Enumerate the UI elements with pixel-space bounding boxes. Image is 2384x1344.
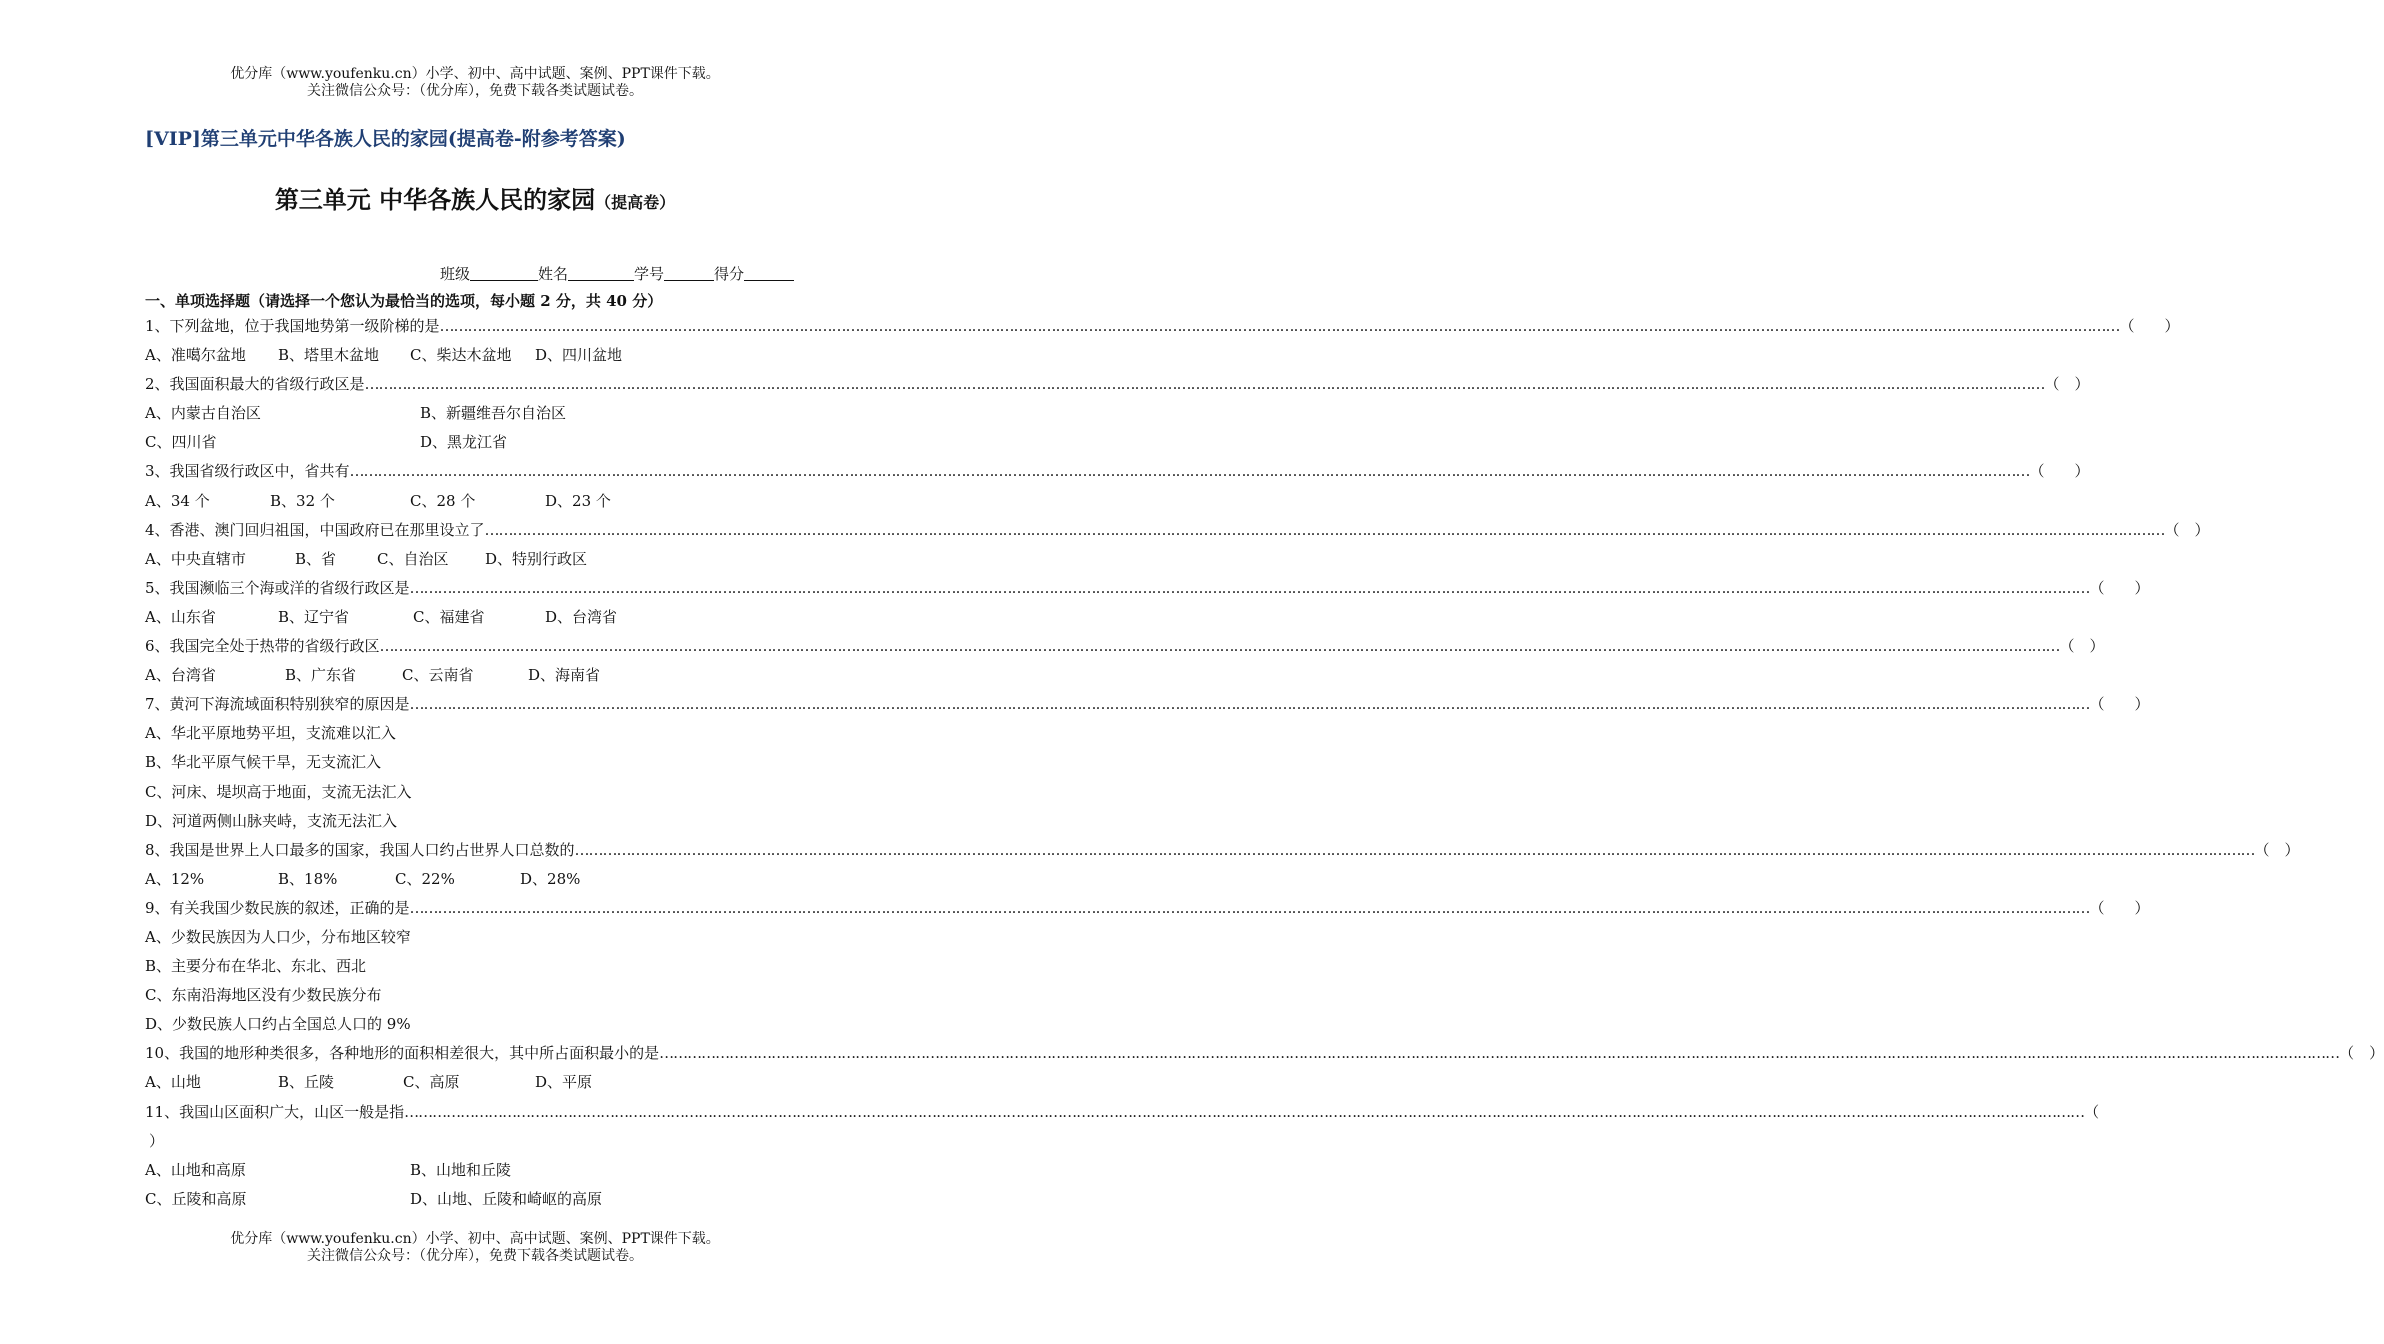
option-row: [145, 399, 810, 428]
answer-bracket[interactable]: （ ）: [2089, 695, 2150, 714]
title-sub: （提高卷）: [595, 193, 676, 212]
option-d[interactable]: D、台湾省: [545, 607, 618, 626]
question-text: 1、下列盆地，位于我国地势第一级阶梯的是: [145, 317, 440, 335]
option-row: [145, 661, 810, 690]
question-text: 10、我国的地形种类很多，各种地形的面积相差很大，其中所占面积最小的是: [145, 1044, 660, 1063]
option-row: [145, 603, 810, 632]
answer-bracket[interactable]: （ ）: [2089, 898, 2150, 917]
answer-bracket[interactable]: （ ）: [2089, 578, 2150, 597]
option-b[interactable]: B、18%: [278, 869, 338, 888]
option-c[interactable]: C、22%: [395, 869, 455, 888]
option-a[interactable]: A、12%: [145, 869, 205, 888]
option-b[interactable]: B、塔里木盆地: [278, 346, 380, 365]
option-b[interactable]: B、山地和丘陵: [410, 1160, 512, 1179]
option-a[interactable]: A、34 个: [145, 491, 210, 510]
option-b[interactable]: B、主要分布在华北、东北、西北: [145, 957, 367, 976]
option-c[interactable]: C、柴达木盆地: [410, 346, 512, 365]
option-a[interactable]: A、山地: [145, 1073, 201, 1092]
leader-dots: ………………………………………………………………………………………………………………………………………………………………………………………………………………………………………………………………………………………………………………………………: [409, 898, 2090, 917]
option-row: [145, 487, 810, 516]
question-stem: [145, 690, 2150, 719]
option-c[interactable]: C、自治区: [377, 549, 449, 568]
question-stem: [145, 1098, 2100, 1127]
leader-dots: ………………………………………………………………………………………………………………………………………………………………………………………………………………………………………………………………………………………………………………………………: [659, 1044, 2340, 1063]
question-text: 3、我国省级行政区中，省共有: [145, 462, 350, 481]
option-a[interactable]: A、准噶尔盆地: [145, 346, 246, 365]
question-stem: [145, 457, 2090, 486]
answer-bracket[interactable]: （ ）: [2059, 637, 2105, 656]
question-stem: [145, 312, 2180, 341]
answer-bracket-close: ）: [149, 1131, 165, 1150]
question-stem: [145, 894, 2150, 923]
leader-dots: ………………………………………………………………………………………………………………………………………………………………………………………………………………………………………………………………………………………………………………………………: [349, 462, 2030, 481]
option-d[interactable]: D、平原: [535, 1073, 593, 1092]
option-a[interactable]: A、少数民族因为人口少，分布地区较窄: [145, 927, 411, 946]
answer-bracket[interactable]: （: [2084, 1102, 2100, 1121]
option-c[interactable]: C、丘陵和高原: [145, 1189, 247, 1208]
question-stem: [145, 632, 2105, 661]
option-c[interactable]: C、福建省: [413, 607, 485, 626]
option-c[interactable]: C、东南沿海地区没有少数民族分布: [145, 986, 382, 1005]
question-text: 4、香港、澳门回归祖国，中国政府已在那里设立了: [145, 520, 485, 539]
question-text: 6、我国完全处于热带的省级行政区: [145, 637, 380, 656]
option-d[interactable]: D、四川盆地: [535, 346, 623, 365]
number-blank[interactable]: [664, 266, 714, 281]
option-d[interactable]: D、23 个: [545, 491, 611, 510]
option-b[interactable]: B、32 个: [270, 491, 335, 510]
leader-dots: ………………………………………………………………………………………………………………………………………………………………………………………………………………………………………………………………………………………………………………………………: [409, 578, 2090, 597]
answer-bracket[interactable]: （ ）: [2029, 462, 2090, 481]
question-stem: [145, 516, 2210, 545]
header-line-1: 优分库（www.youfenku.cn）小学、初中、高中试题、案例、PPT课件下载。: [230, 66, 720, 82]
option-c[interactable]: C、云南省: [402, 666, 474, 685]
option-c[interactable]: C、28 个: [410, 491, 476, 510]
question-text: 7、黄河下海流域面积特别狭窄的原因是: [145, 695, 410, 714]
option-row: [145, 545, 810, 574]
option-c[interactable]: C、河床、堤坝高于地面，支流无法汇入: [145, 782, 412, 801]
score-label: 得分: [714, 265, 745, 283]
option-b[interactable]: B、省: [295, 549, 337, 568]
leader-dots: ………………………………………………………………………………………………………………………………………………………………………………………………………………………………………………………………………………………………………………………………: [404, 1102, 2085, 1121]
option-a[interactable]: A、华北平原地势平坦，支流难以汇入: [145, 724, 396, 743]
option-b[interactable]: B、新疆维吾尔自治区: [420, 404, 567, 423]
option-d[interactable]: D、特别行政区: [485, 549, 588, 568]
option-row: [145, 428, 810, 457]
question-text: 9、有关我国少数民族的叙述，正确的是: [145, 898, 410, 917]
question-text: 2、我国面积最大的省级行政区是: [145, 375, 365, 394]
question-text: 11、我国山区面积广大，山区一般是指: [145, 1102, 405, 1121]
option-d[interactable]: D、河道两侧山脉夹峙，支流无法汇入: [145, 811, 398, 830]
question-stem: [145, 1039, 2384, 1068]
score-blank[interactable]: [744, 266, 794, 281]
leader-dots: ………………………………………………………………………………………………………………………………………………………………………………………………………………………………………………………………………………………………………………………………: [574, 840, 2255, 859]
student-info: [440, 263, 794, 284]
title-main: 第三单元 中华各族人民的家园: [274, 185, 596, 214]
header-line-2: 关注微信公众号：（优分库），免费下载各类试题试卷。: [307, 83, 643, 99]
vip-title: [VIP]第三单元中华各族人民的家园(提高卷-附参考答案): [145, 128, 626, 150]
leader-dots: ………………………………………………………………………………………………………………………………………………………………………………………………………………………………………………………………………………………………………………………………: [364, 375, 2045, 394]
option-b[interactable]: B、辽宁省: [278, 607, 350, 626]
option-a[interactable]: A、山地和高原: [145, 1160, 246, 1179]
name-blank[interactable]: [568, 266, 634, 281]
question-stem: [145, 836, 2300, 865]
option-row: [145, 1068, 810, 1097]
answer-bracket[interactable]: （ ）: [2164, 520, 2210, 539]
footer-line-1: 优分库（www.youfenku.cn）小学、初中、高中试题、案例、PPT课件下载。: [230, 1231, 720, 1247]
page-title: [0, 180, 950, 215]
answer-bracket[interactable]: （ ）: [2254, 840, 2300, 859]
class-label: 班级: [440, 265, 471, 283]
option-a[interactable]: A、台湾省: [145, 666, 216, 685]
option-a[interactable]: A、山东省: [145, 607, 216, 626]
header-top: [0, 66, 950, 100]
option-b[interactable]: B、华北平原气候干旱，无支流汇入: [145, 753, 382, 772]
question-list: [145, 312, 2384, 1214]
option-b[interactable]: B、广东省: [285, 666, 357, 685]
leader-dots: ………………………………………………………………………………………………………………………………………………………………………………………………………………………………………………………………………………………………………………………………: [409, 695, 2090, 714]
question-stem: [145, 574, 2150, 603]
name-label: 姓名: [538, 265, 569, 283]
number-label: 学号: [634, 265, 665, 283]
leader-dots: ………………………………………………………………………………………………………………………………………………………………………………………………………………………………………………………………………………………………………………………………: [379, 637, 2060, 656]
option-c[interactable]: C、四川省: [145, 433, 217, 452]
option-d[interactable]: D、黑龙江省: [420, 433, 508, 452]
section-heading: 一、单项选择题（请选择一个您认为最恰当的选项，每小题 2 分，共 40 分）: [145, 292, 663, 310]
option-row: [145, 1156, 810, 1185]
option-row: [145, 865, 810, 894]
option-a[interactable]: A、内蒙古自治区: [145, 404, 261, 423]
answer-bracket[interactable]: （ ）: [2119, 317, 2180, 335]
answer-bracket[interactable]: （ ）: [2044, 375, 2090, 394]
option-row: [145, 1185, 810, 1214]
footer-line-2: 关注微信公众号：（优分库），免费下载各类试题试卷。: [307, 1248, 643, 1264]
class-blank[interactable]: [470, 266, 538, 281]
option-a[interactable]: A、中央直辖市: [145, 549, 246, 568]
option-c[interactable]: C、高原: [403, 1073, 460, 1092]
leader-dots: ………………………………………………………………………………………………………………………………………………………………………………………………………………………………………………………………………………………………………………………………: [439, 317, 2120, 335]
leader-dots: ………………………………………………………………………………………………………………………………………………………………………………………………………………………………………………………………………………………………………………………………: [484, 520, 2165, 539]
question-text: 5、我国濒临三个海或洋的省级行政区是: [145, 578, 410, 597]
option-d[interactable]: D、少数民族人口约占全国总人口的 9%: [145, 1015, 411, 1034]
question-text: 8、我国是世界上人口最多的国家，我国人口约占世界人口总数的: [145, 840, 575, 859]
option-d[interactable]: D、海南省: [528, 666, 601, 685]
question-stem: [145, 370, 2090, 399]
option-d[interactable]: D、山地、丘陵和崎岖的高原: [410, 1189, 603, 1208]
option-d[interactable]: D、28%: [520, 869, 581, 888]
option-b[interactable]: B、丘陵: [278, 1073, 335, 1092]
answer-bracket[interactable]: （ ）: [2339, 1044, 2384, 1063]
option-row: [145, 341, 810, 370]
footer: [0, 1231, 950, 1265]
